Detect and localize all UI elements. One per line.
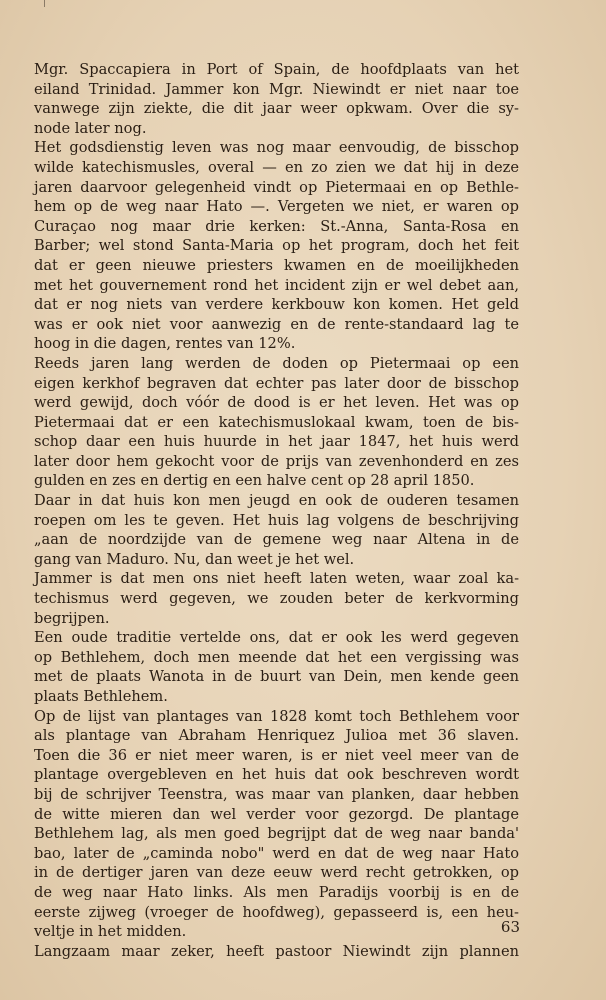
text-line: bao, later de „caminda nobo" werd en dat de weg naar Hato: [34, 844, 519, 862]
text-line: gulden en zes en dertig en een halve cent op 28 april 1850.: [34, 472, 475, 490]
text-line: veltje in het midden.: [34, 923, 187, 941]
text-line: plaats Bethlehem.: [34, 688, 168, 705]
text-line: later door hem gekocht voor de prijs van zevenhonderd en zes: [34, 452, 519, 470]
text-line: hoog in die dagen, rentes van 12%.: [34, 335, 296, 353]
text-line: dat er geen nieuwe priesters kwamen en de moeilijkheden: [34, 256, 519, 274]
page-number: 63: [500, 918, 520, 936]
text-line: node later nog.: [34, 119, 147, 137]
text-line: vanwege zijn ziekte, die dit jaar weer opkwam. Over die sy-: [34, 100, 519, 118]
text-line: eerste zijweg (vroeger de hoofdweg), gepasseerd is, een heu-: [34, 903, 519, 921]
text-line: met de plaats Wanota in de buurt van Dein, men kende geen: [34, 668, 519, 686]
text-line: de witte mieren dan wel verder voor gezorgd. De plantage: [34, 805, 519, 823]
text-line: Langzaam maar zeker, heeft pastoor Niewindt zijn plannen: [34, 942, 519, 960]
text-line: schop daar een huis huurde in het jaar 1847, het huis werd: [34, 433, 519, 451]
text-line: Toen die 36 er niet meer waren, is er niet veel meer van de: [34, 746, 519, 764]
text-line: Een oude traditie vertelde ons, dat er ook les werd gegeven: [34, 629, 519, 647]
text-line: de weg naar Hato links. Als men Paradijs voorbij is en de: [34, 883, 519, 901]
text-line: op Bethlehem, doch men meende dat het een vergissing was: [34, 648, 519, 666]
text-line: als plantage van Abraham Henriquez Julioa met 36 slaven.: [34, 727, 519, 745]
text-line: jaren daarvoor gelegenheid vindt op Pietermaai en op Bethle-: [34, 178, 519, 196]
text-line: Mgr. Spaccapiera in Port of Spain, de hoofdplaats van het: [34, 61, 519, 78]
text-line: werd gewijd, doch vóór de dood is er het leven. Het was op: [34, 394, 519, 412]
text-line: gang van Maduro. Nu, dan weet je het wel.: [34, 550, 355, 568]
text-line: met het gouvernement rond het incident zijn er wel debet aan,: [34, 276, 519, 294]
text-line: eiland Trinidad. Jammer kon Mgr. Niewindt er niet naar toe: [34, 80, 519, 98]
text-line: wilde katechismusles, overal — en zo zien we dat hij in deze: [34, 158, 519, 176]
text-line: techismus werd gegeven, we zouden beter de kerkvorming: [34, 590, 519, 608]
text-line: Curaçao nog maar drie kerken: St.-Anna, Santa-Rosa en: [34, 217, 519, 235]
text-line: hem op de weg naar Hato —. Vergeten we niet, er waren op: [34, 198, 519, 216]
text-line: Daar in dat huis kon men jeugd en ook de ouderen tesamen: [34, 492, 519, 510]
text-line: bij de schrijver Teenstra, was maar van planken, daar hebben: [34, 785, 519, 803]
text-line: Reeds jaren lang werden de doden op Pietermaai op een: [34, 354, 519, 372]
text-line: dat er nog niets van verdere kerkbouw kon komen. Het geld: [34, 296, 519, 314]
text-line: begrijpen.: [34, 609, 110, 627]
text-line: Jammer is dat men ons niet heeft laten weten, waar zoal ka-: [34, 570, 519, 588]
text-line: was er ook niet voor aanwezig en de rente-standaard lag te: [34, 315, 519, 333]
body-text: [34, 60, 519, 961]
text-line: Op de lijst van plantages van 1828 komt toch Bethlehem voor: [34, 707, 519, 725]
text-line: Het godsdienstig leven was nog maar eenvoudig, de bisschop: [34, 139, 519, 157]
scan-speck: [44, 0, 45, 7]
text-line: in de dertiger jaren van deze eeuw werd recht getrokken, op: [34, 864, 519, 882]
text-line: plantage overgebleven en het huis dat ook beschreven wordt: [34, 766, 519, 784]
text-line: „aan de noordzijde van de gemene weg naar Altena in de: [34, 531, 519, 549]
text-line: Bethlehem lag, als men goed begrijpt dat de weg naar banda': [34, 825, 519, 843]
text-line: eigen kerkhof begraven dat echter pas later door de bisschop: [34, 374, 519, 392]
text-line: roepen om les te geven. Het huis lag volgens de beschrijving: [34, 511, 519, 529]
text-line: Pietermaai dat er een katechismuslokaal kwam, toen de bis-: [34, 413, 519, 431]
text-line: Barber; wel stond Santa-Maria op het program, doch het feit: [34, 237, 519, 255]
